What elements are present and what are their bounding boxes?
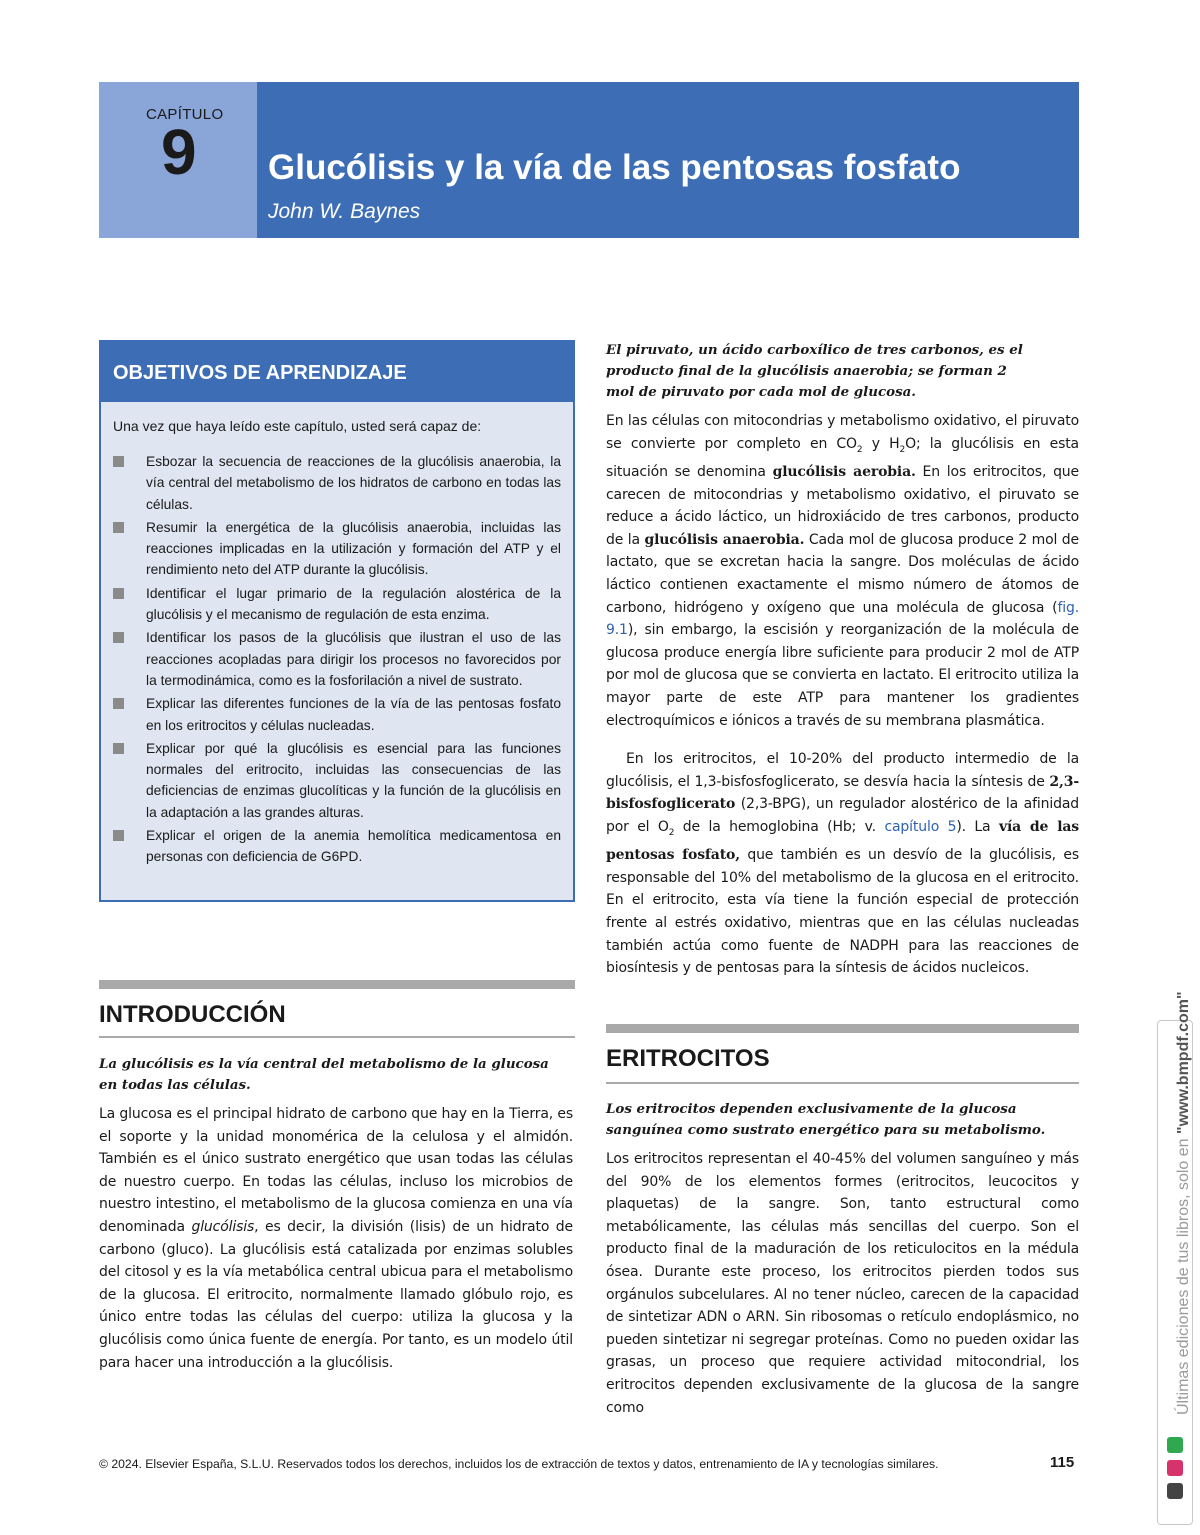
square-bullet-icon [113, 522, 124, 533]
square-bullet-icon [113, 456, 124, 467]
square-bullet-icon [113, 632, 124, 643]
intro-lead: La glucólisis es la vía central del metabolismo de la glucosa en todas las células. [99, 1056, 549, 1093]
objective-item: Explicar el origen de la anemia hemolítica medicamentosa en personas con deficiencia de G6PD. [113, 825, 561, 868]
pyruvate-lead: El piruvato, un ácido carboxílico de tres carbonos, es el producto final de la glucólisis anaerobia; se forman 2 mol de piruvato por cada mol de glucosa. [606, 342, 1023, 400]
objective-item: Identificar los pasos de la glucólisis que ilustran el uso de las reacciones acopladas para dirigir los procesos no favorecidos por la termodinámica, como es la fosforilación a nivel de sustrato. [113, 627, 561, 691]
pyruvate-paragraph-1: En las células con mitocondrias y metabolismo oxidativo, el piruvato se convierte por completo en $CO_2$ y $H_2O$; la glucólisis en esta situación se denomina glucólisis aerobia. En los eritrocitos, que carecen de mitocondrias y metabolismo oxidativo, el piruvato se reduce a ácido láctico, un hidroxiácido de tres carbonos, producto de la glucólisis anaerobia. Cada mol de glucosa produce 2 mol de lactato, que se excretan hacia la sangre. Dos moléculas de ácido láctico contienen exactamente el mismo número de átomos de carbono, hidrógeno y oxígeno que una molécula de glucosa (fig. 9.1), sin embargo, la escisión y reorganización de la molécula de glucosa produce energía libre suficiente para producir 2 mol de ATP por mol de glucosa que se convierta en lactato. El eritrocito utiliza la mayor parte de este ATP para mantener los gradientes electroquímicos e iónicos a través de su membrana plasmática. [606, 413, 1079, 729]
objectives-intro: Una vez que haya leído este capítulo, usted será capaz de: [113, 418, 482, 434]
chapter-number-box [99, 82, 257, 238]
objective-item: Identificar el lugar primario de la regulación alostérica de la glucólisis y el mecanismo de regulación de esta enzima. [113, 583, 561, 626]
section-underline [99, 1036, 575, 1038]
objective-item: Esbozar la secuencia de reacciones de la glucólisis anaerobia, la vía central del metabolismo de los hidratos de carbono en todas las células. [113, 451, 561, 515]
chapter-link[interactable]: capítulo 5 [884, 818, 957, 835]
objective-item: Explicar por qué la glucólisis es esencial para las funciones normales del eritrocito, incluidas las consecuencias de las deficiencias de enzimas glucolíticas y la función de la glucólisis en la adaptación a las grandes alturas. [113, 738, 561, 823]
objective-item: Explicar las diferentes funciones de la vía de las pentosas fosfato en los eritrocitos y células nucleadas. [113, 693, 561, 736]
library-icon [1167, 1483, 1183, 1499]
pyruvate-paragraph-2: En los eritrocitos, el 10-20% del producto intermedio de la glucólisis, el 1,3-bisfosfoglicerato, se desvía hacia la síntesis de 2,3-bisfosfoglicerato (2,3-BPG), un regulador alostérico de la afinidad por el $O_2$ de la hemoglobina (Hb; v. capítulo 5). La vía de las pentosas fosfato, que también es un desvío de la glucólisis, es responsable del 10% del metabolismo de la glucosa en el eritrocito. En el eritrocito, esta vía tiene la función especial de protección frente al estrés oxidativo, mientras que en las células nucleadas también actúa como fuente de NADPH para las reacciones de biosíntesis y de pentosas para la síntesis de ácidos nucleicos. [606, 751, 1080, 977]
section-heading-erythrocytes: ERITROCITOS [606, 1045, 770, 1072]
chapter-title: Glucólisis y la vía de las pentosas fosfato [268, 148, 961, 187]
section-rule [99, 980, 575, 989]
page-number: 115 [1050, 1454, 1075, 1471]
whatsapp-icon [1167, 1437, 1183, 1453]
objectives-list [101, 434, 573, 868]
erythrocytes-lead: Los eritrocitos dependen exclusivamente de la glucosa sanguínea como sustrato energético para su metabolismo. [606, 1101, 1046, 1138]
square-bullet-icon [113, 588, 124, 599]
figure-link[interactable]: fig. 9.1 [606, 599, 1079, 639]
chapter-label: CAPÍTULO [146, 106, 224, 123]
chapter-number: 9 [161, 116, 197, 188]
instagram-icon [1167, 1460, 1183, 1476]
learning-objectives-box [99, 340, 575, 902]
chapter-title-banner [257, 82, 1079, 238]
section-underline [606, 1082, 1079, 1084]
objective-item: Resumir la energética de la glucólisis anaerobia, incluidas las reacciones implicadas en la utilización y formación del ATP y el rendimiento neto del ATP durante la glucólisis. [113, 517, 561, 581]
square-bullet-icon [113, 743, 124, 754]
section-heading-intro: INTRODUCCIÓN [99, 1001, 286, 1028]
section-rule [606, 1024, 1079, 1033]
chapter-author: John W. Baynes [268, 200, 421, 223]
watermark-text: Últimas ediciones de tus libros, solo en "www.bmpdf.com" [1175, 991, 1192, 1415]
intro-paragraph: La glucosa es el principal hidrato de carbono que hay en la Tierra, es el soporte y la unidad monomérica de la celulosa y el almidón. También es el único sustrato energético que usan todas las células de nuestro cuerpo. En todas las células, incluso los microbios de nuestro intestino, el metabolismo de la glucosa comienza en una vía denominada glucólisis, es decir, la división (lisis) de un hidrato de carbono (gluco). La glucólisis está catalizada por enzimas solubles del citosol y es la vía metabólica central ubicua para el metabolismo de la glucosa. El eritrocito, normalmente llamado glóbulo rojo, es único entre todas las células del cuerpo: utiliza la glucosa y la glucólisis como única fuente de energía. Por tanto, es un modelo útil para hacer una introducción a la glucólisis. [99, 1106, 573, 1371]
square-bullet-icon [113, 830, 124, 841]
objectives-heading: OBJETIVOS DE APRENDIZAJE [101, 342, 573, 402]
copyright-footer: © 2024. Elsevier España, S.L.U. Reservados todos los derechos, incluidos los de extracción de textos y datos, entrenamiento de IA y tecnologías similares. [99, 1457, 939, 1471]
erythrocytes-paragraph: Los eritrocitos representan el 40-45% del volumen sanguíneo y más del 90% de los elementos formes (eritrocitos, leucocitos y plaquetas) de la sangre. Son, tanto estructural como metabólicamente, las células más sencillas del cuerpo. Son el producto final de la maduración de los reticulocitos en la médula ósea. Durante este proceso, los eritrocitos pierden todos sus orgánulos subcelulares. Al no tener núcleo, carecen de la capacidad de sintetizar ADN o ARN. Sin ribosomas o retículo endoplásmico, no pueden sintetizar ni segregar proteínas. Como no pueden oxidar las grasas, un proceso que requiere actividad mitocondrial, los eritrocitos dependen exclusivamente de la glucosa de la sangre como [606, 1151, 1079, 1416]
square-bullet-icon [113, 698, 124, 709]
